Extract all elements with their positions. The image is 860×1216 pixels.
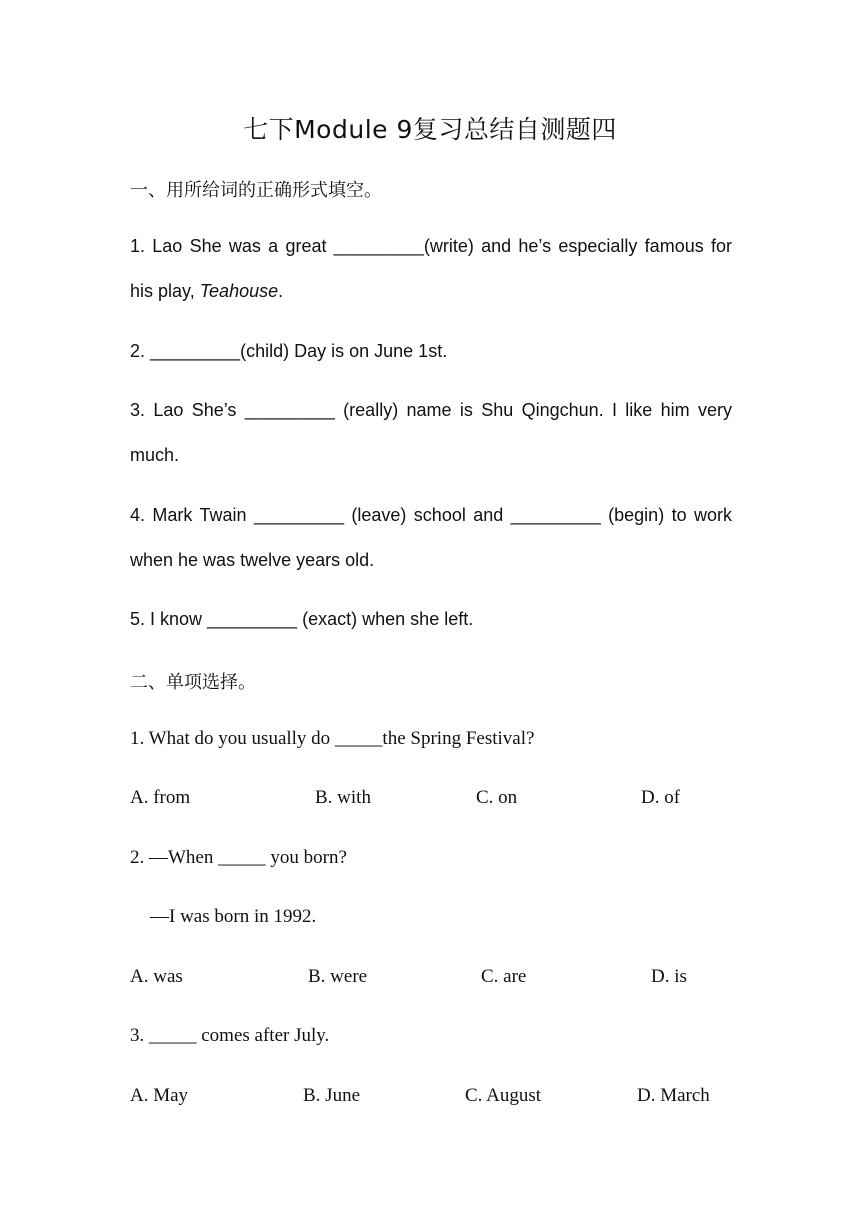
fill-item-4-line1: 4. Mark Twain _________ (leave) school and _________ (begin) to work <box>130 505 732 525</box>
mc-q3-option-b: B. June <box>303 1085 360 1106</box>
fill-item-2: 2. _________(child) Day is on June 1st. <box>130 341 448 361</box>
mc-q3-option-a: A. May <box>130 1085 189 1106</box>
page-title: 七下Module 9复习总结自测题四 <box>243 115 617 144</box>
fill-item-1-line1: 1. Lao She was a great _________(write) and he’s especially famous for <box>130 236 732 256</box>
mc-q1-option-a: A. from <box>130 787 191 808</box>
mc-q1-option-b: B. with <box>315 787 371 808</box>
fill-item-3-line2: much. <box>130 445 180 465</box>
mc-question-3: 3. _____ comes after July. <box>130 1025 330 1046</box>
mc-question-2: 2. —When _____ you born? <box>130 847 347 868</box>
mc-q3-option-c: C. August <box>465 1085 542 1106</box>
fill-item-5: 5. I know _________ (exact) when she left. <box>130 609 474 629</box>
mc-q2-option-d: D. is <box>651 966 687 987</box>
fill-item-3-line1: 3. Lao She’s _________ (really) name is Shu Qingchun. I like him very <box>130 400 732 420</box>
mc-q3-option-d: D. March <box>637 1085 710 1106</box>
mc-q2-option-a: A. was <box>130 966 183 987</box>
fill-item-1-text: his play, <box>130 281 200 301</box>
play-title: Teahouse <box>199 281 279 301</box>
section2-heading: 二、单项选择。 <box>130 672 256 693</box>
mc-q1-option-d: D. of <box>641 787 681 808</box>
fill-item-1-period: . <box>278 281 284 301</box>
fill-item-1-line2 <box>130 281 283 302</box>
mc-q2-option-c: C. are <box>481 966 527 987</box>
fill-item-4-line2: when he was twelve years old. <box>130 550 375 570</box>
mc-question-1: 1. What do you usually do _____the Spring Festival? <box>130 728 535 749</box>
mc-question-2-answer: —I was born in 1992. <box>150 906 317 927</box>
section1-heading: 一、用所给词的正确形式填空。 <box>130 180 382 201</box>
mc-q2-option-b: B. were <box>308 966 368 987</box>
mc-q1-option-c: C. on <box>476 787 518 808</box>
